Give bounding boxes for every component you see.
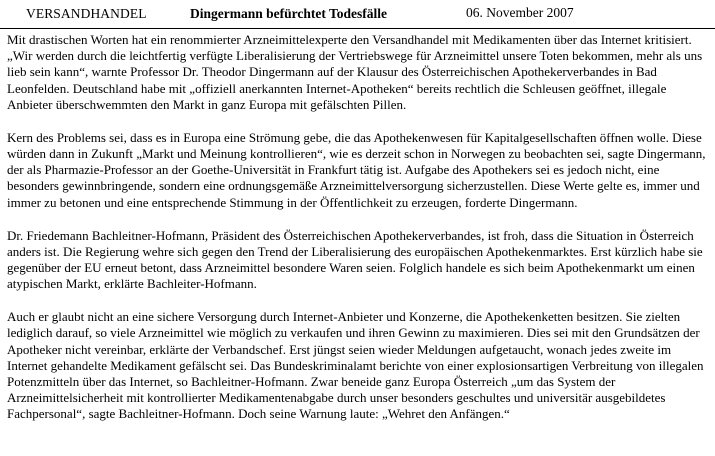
article-paragraph: Auch er glaubt nicht an eine sichere Versorgung durch Internet-Anbieter und Konzerne, die Apothekenketten besitzen. Sie zielten lediglich darauf, so viele Arzneimittel wie möglich zu verkaufen und ihren Gewinn zu maximieren. Dies sei mit den Grundsätzen der Apotheker nicht vereinbar, erklärte der Verbandschef. Erst jüngst seien wieder Meldungen aufgetaucht, wonach jedes zweite im Internet gehandelte Medikament gefälscht sei. Das Bundeskriminalamt berichte von einer explosionsartigen Verbreitung von illegalen Potenzmitteln über das Internet, so Bachleitner-Hofmann. Zwar beneide ganz Europa Österreich „um das System der Arzneimittelsicherheit mit kontrollierter Medikamentenabgabe durch unser besonders geschultes und universitär ausgebildetes Fachpersonal“, sagte Bachleitner-Hofmann. Doch seine Warnung laute: „Wehret den Anfängen.“ (7, 309, 704, 422)
article-paragraph: Dr. Friedemann Bachleitner-Hofmann, Präsident des Österreichischen Apothekerverbandes, ist froh, dass die Situation in Österreich anders ist. Die Regierung wehre sich gegen den Trend der Liberalisierung des europäischen Apothekenmarktes. Erst kürzlich habe sie gegenüber der EU erneut betont, dass Arzneimittel besondere Waren seien. Folglich handele es sich beim Apothekenmarkt um einen atypischen Markt, erklärte Bachleiter-Hofmann. (7, 227, 703, 292)
article-header (0, 0, 715, 30)
publication-date: 06. November 2007 (466, 5, 574, 20)
article-paragraph: Mit drastischen Worten hat ein renommierter Arzneimittelexperte den Versandhandel mit Medikamenten über das Internet kritisiert. „Wir werden durch die leichtfertig verfügte Liberalisierung der Vertriebswege für Arzneimittel unsere Toten bekommen, mehr als uns lieb sein kann“, warnte Professor Dr. Theodor Dingermann auf der Klausur des Österreichischen Apothekerverbandes in Bad Leonfelden. Deutschland habe mit „offiziell anerkannten Internet-Apotheken“ bereits rechtlich die Schleusen geöffnet, illegale Anbieter überschwemmten den Markt in ganz Europa mit gefälschten Pillen. (7, 32, 703, 112)
header-divider (0, 28, 715, 29)
article-paragraph: Kern des Problems sei, dass es in Europa eine Strömung gebe, die das Apothekenwesen für Kapitalgesellschaften öffnen wolle. Diese würden dann in Zukunft „Markt und Meinung kontrollieren“, wie es derzeit schon in Norwegen zu beobachten sei, sagte Dingermann, der als Pharmazie-Professor an der Goethe-Universität in Frankfurt tätig ist. Aufgabe des Apothekers sei es jedoch nicht, eine besonders gewinnbringende, sondern eine ordnungsgemäße Arzneimittelversorgung sicherzustellen. Diese Werte gelte es, immer und immer zu betonen und eine entsprechende Stimmung in der Öffentlichkeit zu erzeugen, forderte Dingermann. (7, 129, 706, 210)
article-body (7, 32, 712, 423)
section-label: VERSANDHANDEL (26, 6, 147, 21)
headline: Dingermann befürchtet Todesfälle (190, 6, 388, 21)
